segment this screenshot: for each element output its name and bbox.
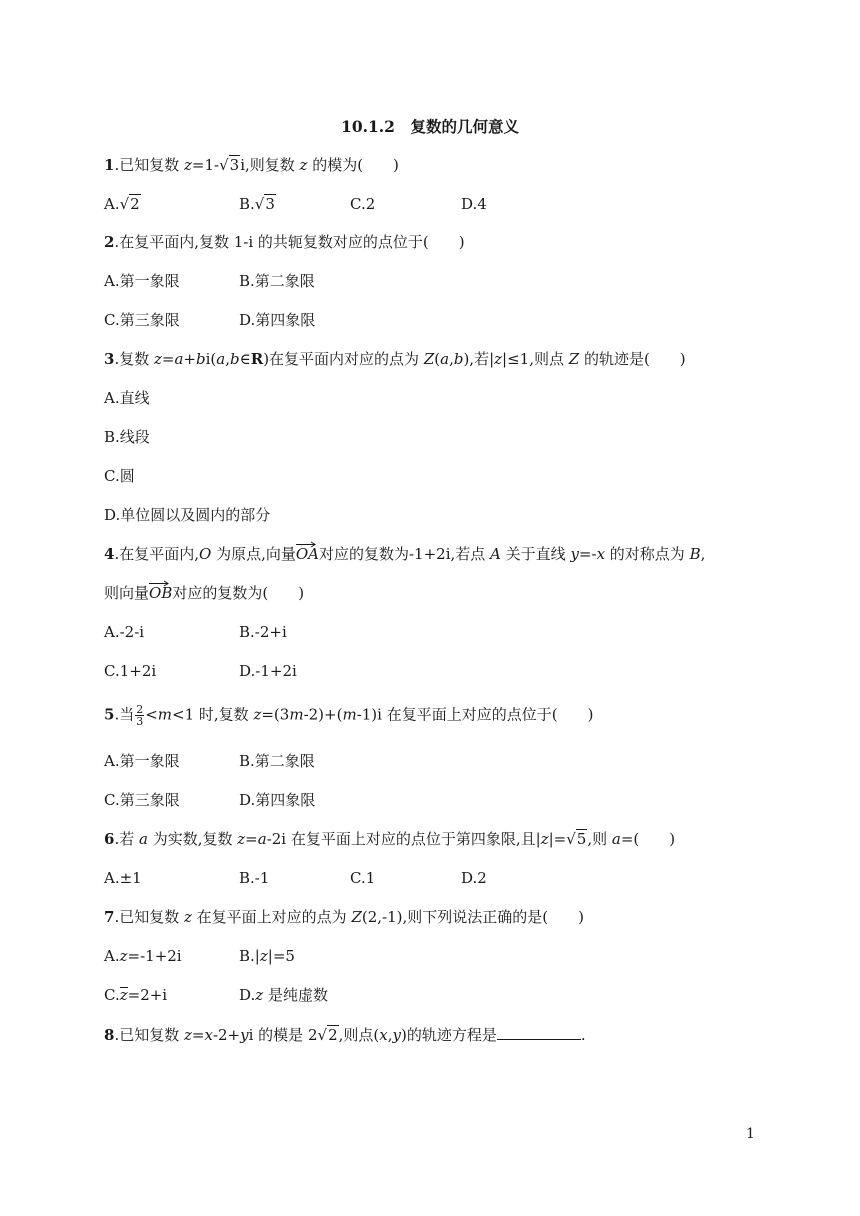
page-number: 1 [746, 1126, 755, 1142]
option-b[interactable]: B.|z|=5 [239, 947, 295, 965]
answer-blank[interactable] [497, 1025, 581, 1040]
page-title: 10.1.2 复数的几何意义 [341, 117, 519, 136]
option-a[interactable]: A.z=-1+2i [104, 947, 182, 965]
sqrt-symbol: √5 [566, 830, 587, 848]
option-a[interactable]: A.直线 [104, 389, 150, 407]
question-6: 6.若 a 为实数,复数 z=a-2i 在复平面上对应的点位于第四象限,且|z|=√5,则 a=( ) [104, 830, 676, 848]
option-c[interactable]: C.1+2i [104, 662, 157, 680]
option-a[interactable]: A.√2 [104, 195, 140, 213]
option-b[interactable]: B.第二象限 [239, 752, 315, 770]
question-4-line2: 则向量 OB对应的复数为( ) [104, 583, 304, 603]
option-c[interactable]: C.圆 [104, 467, 135, 485]
option-d[interactable]: D.-1+2i [239, 662, 297, 680]
option-c[interactable]: C.1 [350, 869, 376, 887]
option-d[interactable]: D.第四象限 [239, 311, 316, 329]
option-b[interactable]: B.第二象限 [239, 272, 315, 290]
fraction: $\frac{2}{3}$ [136, 703, 144, 728]
option-a[interactable]: A.第一象限 [104, 272, 180, 290]
vector-ob: OB [149, 583, 172, 603]
question-8: 8.已知复数 z=x-2+yi 的模是 2√2,则点(x,y)的轨迹方程是 . [104, 1026, 586, 1044]
sqrt-symbol: √2 [317, 1026, 338, 1044]
option-d[interactable]: D.第四象限 [239, 791, 316, 809]
option-c[interactable]: C.第三象限 [104, 311, 180, 329]
option-d[interactable]: D.4 [461, 195, 487, 213]
option-a[interactable]: A.-2-i [104, 623, 145, 641]
option-b[interactable]: B.-1 [239, 869, 270, 887]
question-1: 1.已知复数 z=1-√3i,则复数 z 的模为( ) [104, 156, 399, 174]
sqrt-symbol: √3 [219, 156, 240, 174]
question-4: 4.在复平面内,O 为原点,向量 OA对应的复数为-1+2i,若点 A 关于直线 y=-x 的对称点为 B, [104, 544, 705, 564]
option-d[interactable]: D.2 [461, 869, 487, 887]
question-5: 5.当 $\frac{2}{3}$ <m<1 时,复数 z=(3m-2)+(m-1)i 在复平面上对应的点位于( ) [104, 703, 594, 728]
vector-oa: OA [296, 544, 319, 564]
option-d[interactable]: D.z 是纯虚数 [239, 986, 328, 1004]
question-7: 7.已知复数 z 在复平面上对应的点为 Z(2,-1),则下列说法正确的是( ) [104, 908, 584, 926]
option-c[interactable]: C.z=2+i [104, 986, 168, 1004]
question-2: 2.在复平面内,复数 1-i 的共轭复数对应的点位于( ) [104, 233, 465, 251]
option-c[interactable]: C.2 [350, 195, 376, 213]
option-c[interactable]: C.第三象限 [104, 791, 180, 809]
option-a[interactable]: A.±1 [104, 869, 142, 887]
option-b[interactable]: B.线段 [104, 428, 150, 446]
option-d[interactable]: D.单位圆以及圆内的部分 [104, 506, 271, 524]
option-b[interactable]: B.√3 [239, 195, 275, 213]
question-3: 3.复数 z=a+bi(a,b∈R)在复平面内对应的点为 Z(a,b),若|z|≤1,则点 Z 的轨迹是( ) [104, 350, 686, 368]
option-b[interactable]: B.-2+i [239, 623, 287, 641]
option-a[interactable]: A.第一象限 [104, 752, 180, 770]
conjugate-z: z [119, 986, 128, 1004]
